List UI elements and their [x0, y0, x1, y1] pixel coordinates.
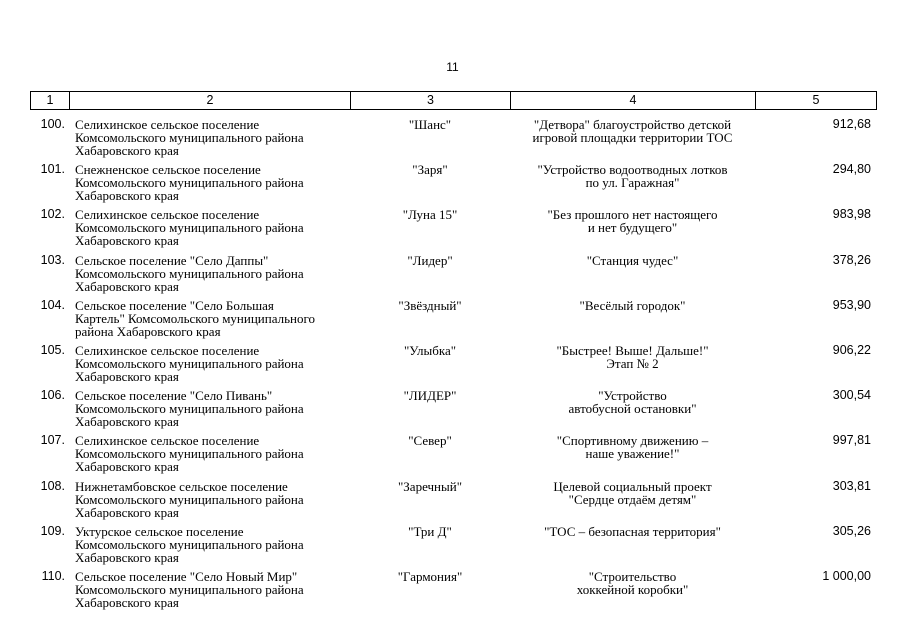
amount: 912,68	[832, 117, 871, 131]
settlement-name: Снежненское сельское поселение Комсомольского муниципального района Хабаровского края	[75, 162, 304, 204]
tos-name: "Три Д"	[408, 523, 452, 539]
project-name: "Строительство хоккейной коробки"	[576, 568, 689, 597]
tos-name: "Лидер"	[407, 252, 453, 268]
project-name: "Детвора" благоустройство детской игровой площадки территории ТОС	[532, 117, 733, 145]
column-header-5: 5	[812, 93, 820, 107]
row-number: 100.	[40, 117, 65, 131]
amount: 305,26	[832, 523, 871, 538]
column-header-3: 3	[351, 92, 511, 109]
amount: 378,26	[832, 252, 871, 267]
project-name: "Весёлый городок"	[579, 297, 686, 313]
tos-name: "Звёздный"	[398, 297, 462, 313]
row-number: 109.	[40, 523, 65, 538]
column-header-2: 2	[70, 92, 351, 109]
tos-name: "Улыбка"	[403, 342, 457, 358]
row-number: 105.	[40, 342, 65, 357]
project-name: "Спортивному движению – наше уважение!"	[556, 433, 709, 462]
settlement-name: Сельское поселение "Село Новый Мир" Комсомольского муниципального района Хабаровского края	[75, 568, 304, 610]
row-number: 103.	[40, 252, 65, 267]
row-number: 101.	[40, 162, 65, 177]
table-row	[30, 387, 877, 432]
row-number: 108.	[40, 478, 65, 493]
settlement-name: Селихинское сельское поселение Комсомольского муниципального района Хабаровского края	[75, 117, 304, 158]
row-number: 106.	[40, 388, 65, 403]
settlement-name: Сельское поселение "Село Даппы" Комсомольского муниципального района Хабаровского края	[75, 252, 304, 294]
row-number: 102.	[40, 207, 65, 222]
tos-name: "Шанс"	[408, 117, 452, 132]
table-body	[30, 116, 877, 613]
table-row	[30, 116, 877, 161]
table-header	[30, 91, 877, 110]
project-name: "Станция чудес"	[586, 252, 679, 268]
table-row	[30, 297, 877, 342]
tos-name: "Заря"	[412, 162, 448, 178]
tos-name: "Гармония"	[397, 568, 463, 584]
page-number: 11	[446, 60, 459, 74]
table-row	[30, 568, 877, 613]
tos-name: "Луна 15"	[402, 207, 458, 223]
column-header-4: 4	[511, 92, 756, 109]
amount: 294,80	[832, 162, 871, 177]
settlement-name: Селихинское сельское поселение Комсомольского муниципального района Хабаровского края	[75, 207, 304, 249]
table-row	[30, 432, 877, 477]
table-row	[30, 342, 877, 387]
settlement-name: Уктурское сельское поселение Комсомольского муниципального района Хабаровского края	[75, 523, 304, 565]
table-row	[30, 252, 877, 297]
settlement-name: Сельское поселение "Село Пивань" Комсомольского муниципального района Хабаровского края	[75, 388, 304, 430]
row-number: 104.	[40, 297, 65, 312]
amount: 303,81	[832, 478, 871, 493]
project-name: "Быстрее! Выше! Дальше!" Этап № 2	[556, 342, 709, 371]
settlement-name: Селихинское сельское поселение Комсомольского муниципального района Хабаровского края	[75, 433, 304, 475]
tos-name: "ЛИДЕР"	[403, 388, 457, 404]
row-number: 107.	[40, 433, 65, 448]
settlement-name: Селихинское сельское поселение Комсомольского муниципального района Хабаровского края	[75, 342, 304, 384]
project-name: "ТОС – безопасная территория"	[544, 523, 721, 539]
table-row	[30, 523, 877, 568]
tos-name: "Заречный"	[397, 478, 463, 494]
amount: 906,22	[832, 342, 871, 357]
amount: 953,90	[832, 297, 871, 312]
settlement-name: Сельское поселение "Село Большая Картель" Комсомольского муниципального района Хабаровского края	[75, 297, 315, 339]
table-row	[30, 206, 877, 251]
project-name: Целевой социальный проект "Сердце отдаём детям"	[553, 478, 712, 507]
project-name: "Устройство водоотводных лотков по ул. Гаражная"	[537, 162, 728, 191]
amount: 997,81	[832, 433, 871, 448]
table-row	[30, 478, 877, 523]
amount: 983,98	[832, 207, 871, 222]
settlement-name: Нижнетамбовское сельское поселение Комсомольского муниципального района Хабаровского края	[75, 478, 304, 520]
tos-name: "Север"	[408, 433, 452, 449]
table-row	[30, 161, 877, 206]
column-header-1: 1	[31, 92, 70, 109]
row-number: 110.	[41, 568, 65, 583]
amount: 300,54	[832, 388, 871, 403]
amount: 1 000,00	[822, 568, 871, 583]
project-name: "Без прошлого нет настоящего и нет будущего"	[547, 207, 718, 236]
project-name: "Устройство автобусной остановки"	[568, 388, 697, 417]
